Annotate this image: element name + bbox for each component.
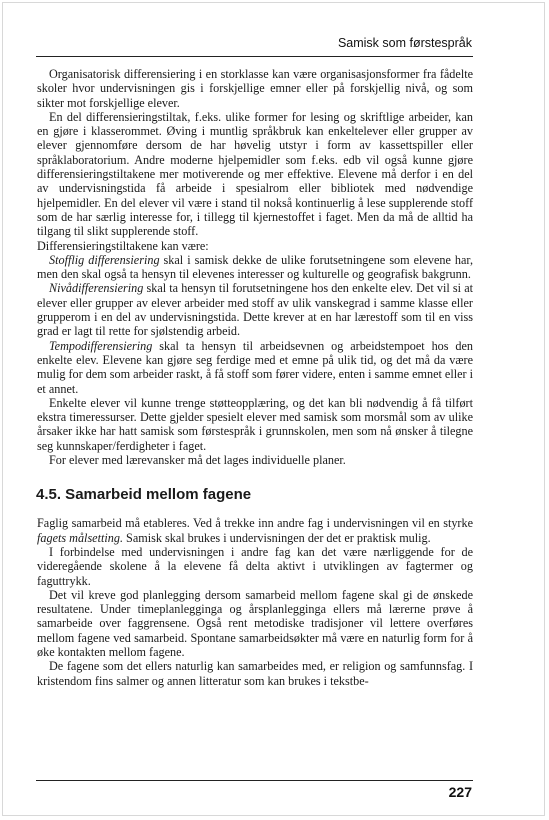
paragraph-laerevansker: For elever med lærevansker må det lages individuelle planer.: [49, 453, 346, 468]
paragraph-stotteopplaering: Enkelte elever vil kunne trenge støtteopplæring, og det kan bli nødvendig å få tilført ekstra timeressurser. Dette gjelder spesielt elever med samisk som morsmål som av ulike årsaker ikke har hatt samisk som førstespråk i grunnskolen, men som nå ønsker å tilegne seg kunnskaper/ferdigheter i faget.: [37, 395, 473, 453]
paragraph-faglig-samarbeid: [37, 516, 473, 545]
paragraph-fagtermer: I forbindelse med undervisningen i andre fag kan det være nærliggende for de videregående skolene å la elevene få delta aktivt i utviklingen av fagtermer og faguttrykk.: [37, 544, 473, 588]
paragraph-tempo: [37, 339, 473, 396]
text-tempo: skal ta hensyn til arbeidsevnen og arbeidstempoet hos den enkelte elev. Elevene kan gjøre seg ferdige med et emne på ulik tid, og det må da være mulig for dem som arbeider raskt, å få stoff som fører videre, enten i samme emnet eller i et annet.: [37, 338, 474, 396]
paragraph-stofflig: [37, 253, 473, 282]
paragraph-list-intro: Differensieringstiltakene kan være:: [37, 238, 209, 253]
text-nivaa: skal ta hensyn til forutsetningene hos den enkelte elev. Det vil si at elever eller grupper av elever arbeider med stoff av ulik vanskegrad i samme klasse eller grupperom i en del av undervisningstida. Dette krever at en har lærestoff som til en viss grad er lagt til rette for sjølstendig arbeid.: [37, 281, 473, 339]
text-faglig-a: Faglig samarbeid må etableres. Ved å trekke inn andre fag i undervisningen vil en styrke: [37, 516, 473, 531]
page-number: 227: [448, 784, 472, 800]
term-nivaa: Nivådifferensiering: [49, 281, 144, 296]
section-heading: 4.5. Samarbeid mellom fagene: [36, 486, 252, 504]
paragraph-religion-samfunnsfag: De fagene som det ellers naturlig kan samarbeides med, er religion og samfunnsfag. I kristendom fins salmer og annen litteratur som kan brukes i tekstbe-: [37, 659, 473, 688]
term-malsetting: fagets målsetting.: [37, 530, 123, 545]
paragraph-differensieringstiltak: En del differensieringstiltak, f.eks. ulike former for lesing og skriftlige arbeider, kan en gjøre i klasserommet. Øving i muntlig språkbruk kan enkeltelever eller grupper av elever gjennomføre dersom de har høvelig utstyr i form av kassettspiller eller språklaboratorium. Andre moderne hjelpemidler som f.eks. edb vil også kunne gjøre differensieringstiltakene mer motiverende og mer effektive. Elevene må derfor i en del av undervisningstida få arbeide i spesialrom eller bibliotek med nødvendige hjelpemidler. En del elever vil være i stand til nokså kontinuerlig å lese supplerende stoff som de har særlig interesse for, i tillegg til kjernestoffet i faget. Men da må de alltid ha tilgang til slikt supplerende stoff.: [37, 109, 473, 239]
text-faglig-b: Samisk skal brukes i undervisningen der det er praktisk mulig.: [123, 530, 431, 545]
header-rule: [36, 56, 473, 57]
footer-rule: [36, 780, 473, 781]
paragraph-organisatorisk: Organisatorisk differensiering i en storklasse kan være organisasjonsformer fra fådelte skoler hvor undervisningen gis i forskjellige emner eller på forskjellig nivå, og som sikter mot forskjellige elever.: [37, 67, 473, 110]
body-text: [37, 67, 473, 688]
paragraph-nivaa: [37, 281, 473, 338]
running-header: Samisk som førstespråk: [337, 36, 472, 50]
term-tempo: Tempodifferensiering: [49, 338, 153, 353]
term-stofflig: Stofflig differensiering: [49, 252, 160, 267]
text-stofflig: skal i samisk dekke de ulike forutsetningene som elevene har, men den skal også ta hensyn til elevenes interesser og kulturelle og geografisk bakgrunn.: [37, 252, 473, 282]
paragraph-planlegging: Det vil kreve god planlegging dersom samarbeid mellom fagene skal gi de ønskede resultatene. Under timeplanlegginga og årsplanleggingа ellers må lærerne prøve å samarbeide over faggrensene. Også rent metodiske tradisjoner vil lettere overføres mellom fagene ved samarbeid. Spontane samarbeidsøkter må være en naturlig form for å øke kontakten mellom fagene.: [37, 587, 473, 659]
